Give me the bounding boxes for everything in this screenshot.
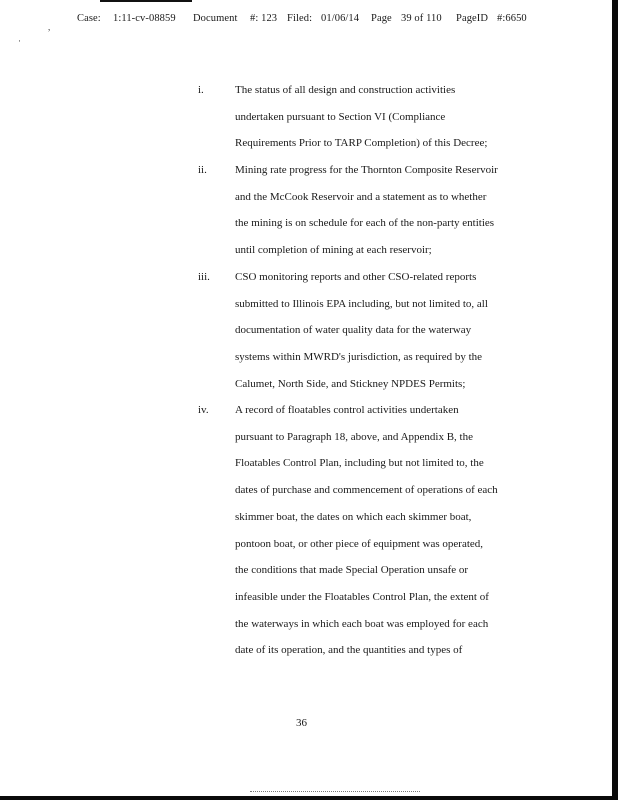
scan-artifact [100, 0, 192, 2]
item-line: The status of all design and construction activities [235, 84, 456, 96]
item-line: undertaken pursuant to Section VI (Compliance [235, 110, 446, 123]
page-of: 39 of 110 [401, 13, 442, 24]
item-line: pursuant to Paragraph 18, above, and Appendix B, the [235, 430, 473, 443]
item-line: systems within MWRD's jurisdiction, as required by the [235, 351, 483, 364]
scan-speck: · [18, 36, 21, 46]
item-numeral: iii. [198, 271, 210, 283]
item-line: Calumet, North Side, and Stickney NPDES Permits; [235, 377, 466, 390]
item-line: and the McCook Reservoir and a statement as to whether [235, 190, 487, 203]
item-line: dates of purchase and commencement of operations of each [235, 484, 498, 497]
document-number: #: 123 [250, 13, 278, 24]
scan-border-bottom [0, 796, 618, 800]
item-line: skimmer boat, the dates on which each skimmer boat, [235, 510, 472, 523]
item-line: A record of floatables control activities undertaken [235, 404, 459, 416]
item-line: Mining rate progress for the Thornton Composite Reservoir [235, 164, 498, 176]
page-number: 36 [296, 717, 307, 729]
item-line: Floatables Control Plan, including but not limited to, the [235, 457, 484, 470]
pageid-value: #:6650 [497, 13, 527, 24]
case-label: Case: [77, 13, 101, 24]
item-line: infeasible under the Floatables Control Plan, the extent of [235, 590, 489, 603]
page-label: Page [371, 13, 392, 24]
item-line: submitted to Illinois EPA including, but not limited to, all [235, 297, 488, 310]
item-line: the conditions that made Special Operation unsafe or [235, 564, 469, 577]
scan-speck: , [48, 22, 51, 32]
item-numeral: ii. [198, 164, 207, 176]
scan-artifact [250, 791, 420, 795]
filed-label: Filed: [287, 13, 313, 24]
item-numeral: i. [198, 84, 204, 96]
item-numeral: iv. [198, 404, 209, 416]
item-line: until completion of mining at each reservoir; [235, 244, 432, 257]
item-line: the waterways in which each boat was employed for each [235, 617, 489, 630]
item-line: documentation of water quality data for the waterway [235, 324, 472, 337]
item-line: date of its operation, and the quantities and types of [235, 644, 463, 657]
document-label: Document [193, 13, 238, 24]
item-line: CSO monitoring reports and other CSO-related reports [235, 271, 477, 283]
pageid-label: PageID [456, 13, 489, 24]
item-line: pontoon boat, or other piece of equipment was operated, [235, 537, 484, 550]
item-line: Requirements Prior to TARP Completion) of this Decree; [235, 137, 488, 150]
scan-border-right [612, 0, 618, 800]
filed-date: 01/06/14 [321, 13, 360, 24]
case-number: 1:11-cv-08859 [113, 13, 176, 24]
item-line: the mining is on schedule for each of the non-party entities [235, 217, 495, 230]
